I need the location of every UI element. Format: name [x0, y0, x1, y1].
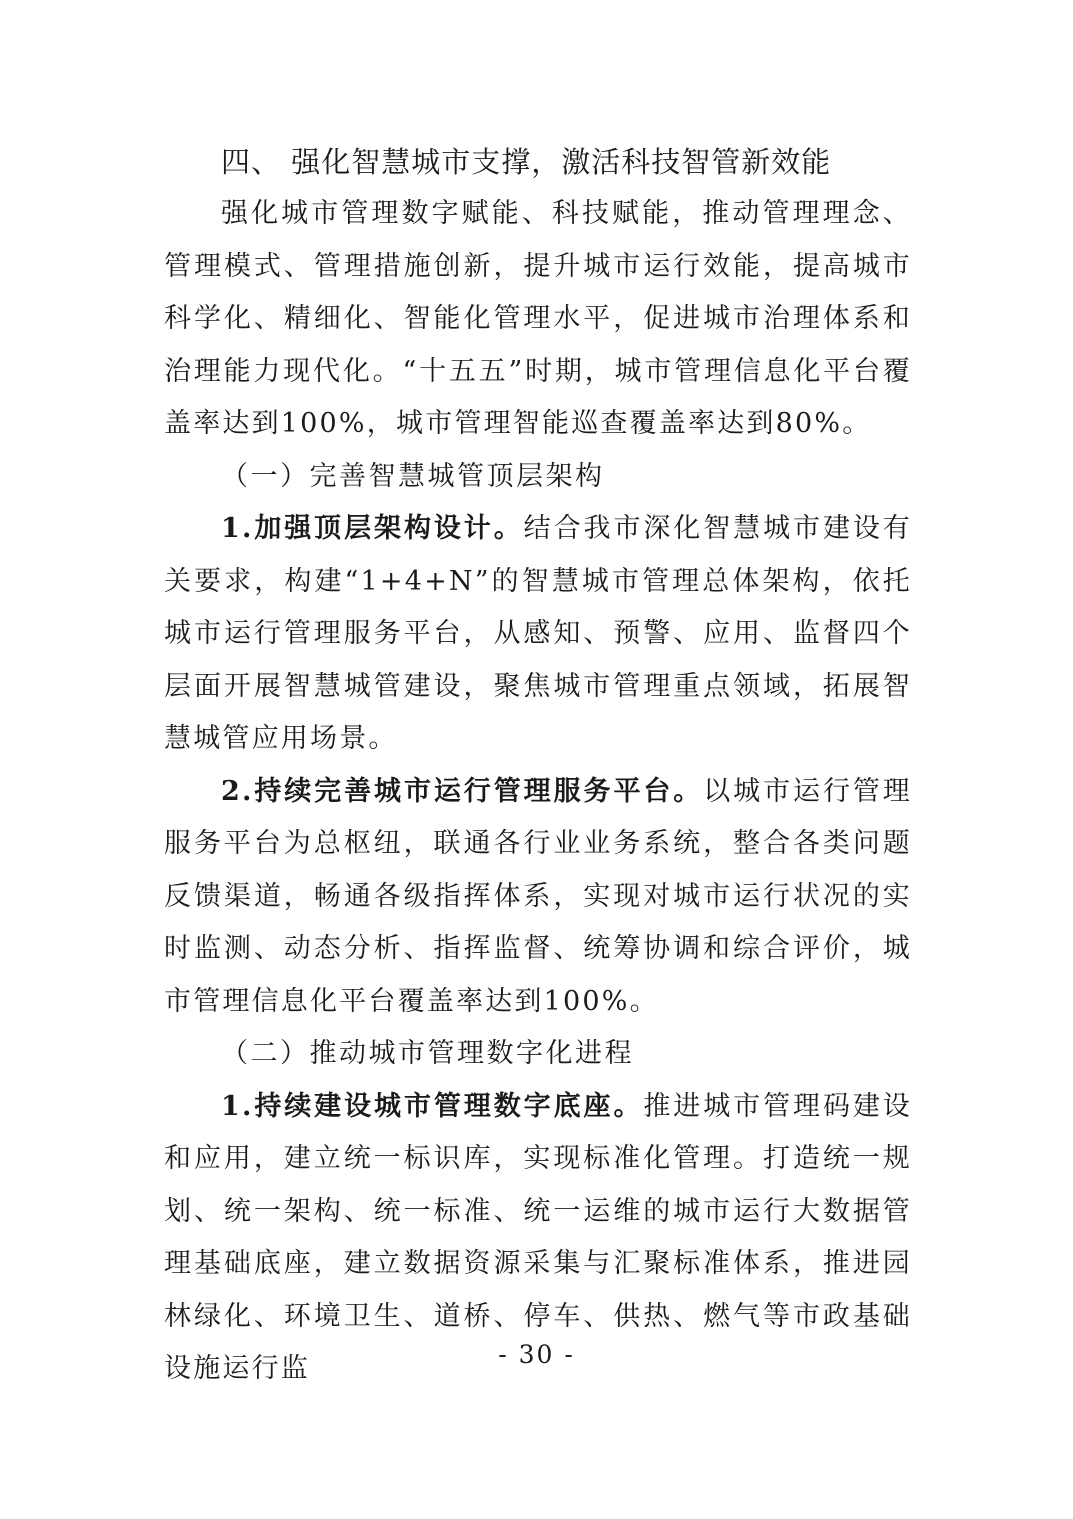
section-intro-paragraph: 强化城市管理数字赋能、科技赋能，推动管理理念、管理模式、管理措施创新，提升城市运行效能，提高城市科学化、精细化、智能化管理水平，促进城市治理体系和治理能力现代化。“十五五”时期，城市管理信息化平台覆盖率达到100%，城市管理智能巡查覆盖率达到80%。 — [164, 198, 912, 439]
item-lead-text: 1.加强顶层架构设计。 — [221, 513, 524, 544]
item-lead-text: 1.持续建设城市管理数字底座。 — [221, 1090, 644, 1122]
item-lead-text: 2.持续完善城市运行管理服务平台。 — [221, 775, 704, 807]
item-body-text: 结合我市深化智慧城市建设有关要求，构建“1+4+N”的智慧城市管理总体架构，依托城市运行管理服务平台，从感知、预警、应用、监督四个层面开展智慧城管建设，聚焦城市管理重点领域，拓展智慧城管应用场景。 — [164, 513, 912, 754]
subsection-1-item-2 — [164, 766, 912, 1029]
section-heading: 四、 强化智慧城市支撑，激活科技智管新效能 — [221, 145, 832, 179]
subsection-1-item-1 — [164, 503, 912, 766]
subsection-1-heading: （一）完善智慧城管顶层架构 — [221, 460, 605, 492]
body-text — [164, 136, 912, 1396]
item-body-text: 推进城市管理码建设和应用，建立统一标识库，实现标准化管理。打造统一规划、统一架构、统一标准、统一运维的城市运行大数据管理基础底座，建立数据资源采集与汇聚标准体系，推进园林绿化、环境卫生、道桥、停车、供热、燃气等市政基础设施运行监 — [164, 1090, 912, 1384]
item-body-text: 以城市运行管理服务平台为总枢纽，联通各行业业务系统，整合各类问题反馈渠道，畅通各级指挥体系，实现对城市运行状况的实时监测、动态分析、指挥监督、统筹协调和综合评价，城市管理信息化平台覆盖率达到100%。 — [164, 775, 912, 1017]
subsection-2-heading: （二）推动城市管理数字化进程 — [221, 1038, 634, 1069]
page-number: - 30 - — [498, 1340, 575, 1369]
